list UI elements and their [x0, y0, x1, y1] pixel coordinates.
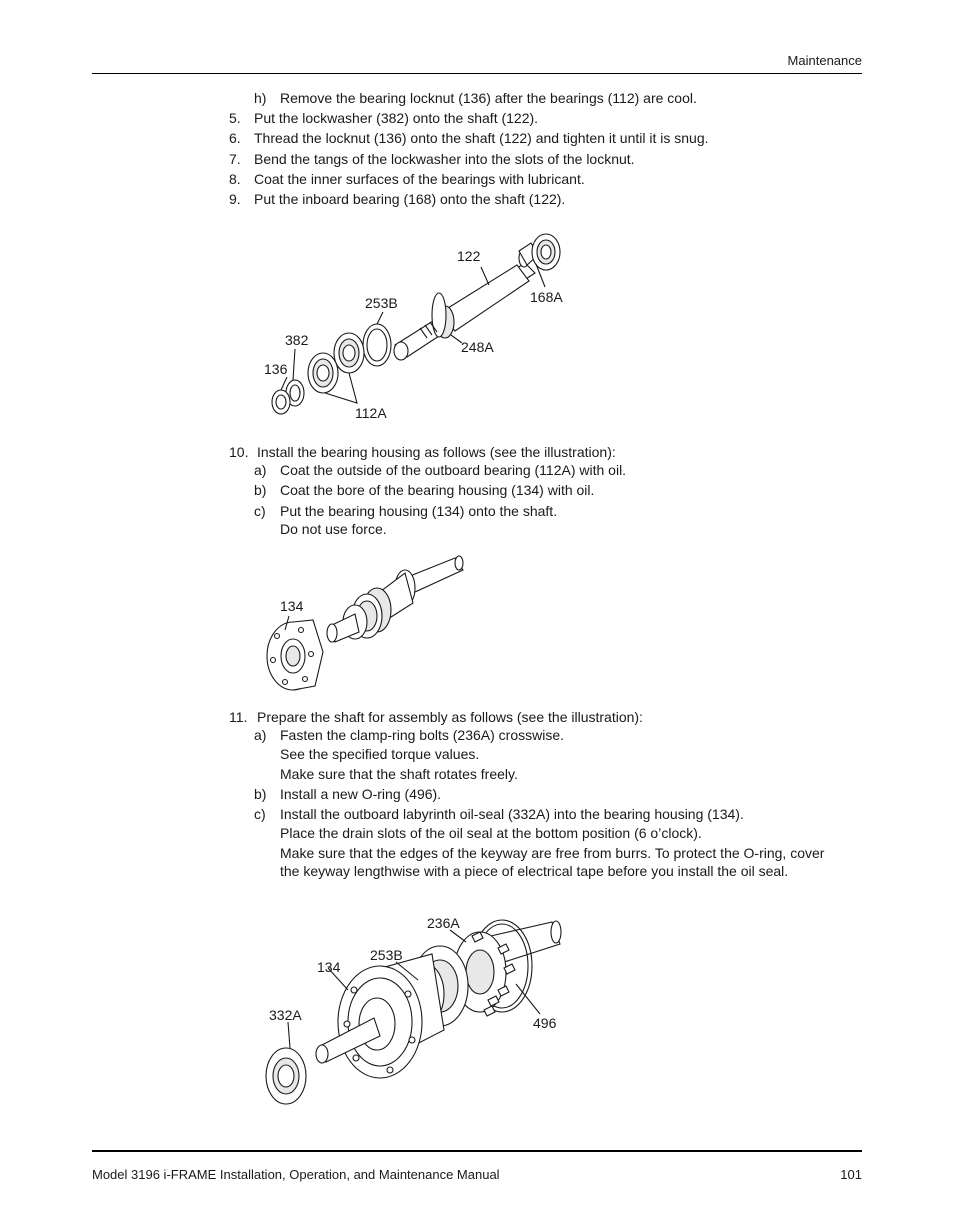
header-divider — [92, 73, 862, 74]
step-number: 5. — [229, 110, 241, 126]
substep-text: See the specified torque values. — [280, 746, 480, 762]
part-label: 236A — [427, 915, 460, 931]
manual-title: Model 3196 i-FRAME Installation, Operation, and Maintenance Manual — [92, 1167, 500, 1182]
substep-text: Install a new O-ring (496). — [280, 786, 442, 802]
step-text: Remove the bearing locknut (136) after the bearings (112) are cool. — [280, 90, 697, 106]
part-label: 136 — [264, 361, 288, 377]
substep-text: Make sure that the shaft rotates freely. — [280, 766, 518, 782]
step-text: Install the bearing housing as follows (see the illustration): — [257, 444, 616, 460]
part-label: 253B — [365, 295, 398, 311]
part-label: 382 — [285, 332, 309, 348]
substep-text: Install the outboard labyrinth oil-seal (332A) into the bearing housing (134). — [280, 806, 744, 822]
part-label: 122 — [457, 248, 481, 264]
shaft-bearing-illustration — [255, 225, 585, 430]
step-text: Prepare the shaft for assembly as follows (see the illustration): — [257, 709, 643, 725]
step-text: Coat the inner surfaces of the bearings with lubricant. — [254, 171, 585, 187]
section-title: Maintenance — [787, 53, 862, 68]
substep-text: Fasten the clamp-ring bolts (236A) crosswise. — [280, 727, 564, 743]
substep-text: Place the drain slots of the oil seal at the bottom position (6 o’clock). — [280, 825, 702, 841]
step-text: Put the lockwasher (382) onto the shaft (122). — [254, 110, 539, 126]
part-label: 168A — [530, 289, 563, 305]
substep-text: Coat the outside of the outboard bearing (112A) with oil. — [280, 462, 627, 478]
substep-text: Put the bearing housing (134) onto the shaft. — [280, 503, 558, 519]
part-label: 134 — [317, 959, 341, 975]
step-number: 9. — [229, 191, 241, 207]
part-label: 253B — [370, 947, 403, 963]
step-number: h) — [254, 90, 267, 106]
page-number: 101 — [840, 1167, 862, 1182]
step-number: 10. — [229, 444, 249, 460]
step-number: 7. — [229, 151, 241, 167]
part-label: 248A — [461, 339, 494, 355]
step-number: 6. — [229, 130, 241, 146]
step-number: 8. — [229, 171, 241, 187]
substep-number: c) — [254, 503, 266, 519]
part-label: 496 — [533, 1015, 557, 1031]
bearing-housing-illustration — [255, 548, 470, 698]
part-label: 332A — [269, 1007, 302, 1023]
substep-number: b) — [254, 786, 267, 802]
substep-text: Do not use force. — [280, 521, 387, 537]
substep-number: a) — [254, 462, 267, 478]
step-text: Thread the locknut (136) onto the shaft (122) and tighten it until it is snug. — [254, 130, 709, 146]
substep-number: b) — [254, 482, 267, 498]
substep-number: a) — [254, 727, 267, 743]
substep-text: Make sure that the edges of the keyway are free from burrs. To protect the O-ring, cover the keyway lengthwise with a piece of electrical tape before you install the oil seal. — [280, 845, 825, 879]
step-number: 11. — [229, 709, 248, 725]
part-label: 112A — [355, 405, 387, 421]
part-label: 134 — [280, 598, 304, 614]
footer-divider — [92, 1150, 862, 1152]
step-text: Bend the tangs of the lockwasher into the slots of the locknut. — [254, 151, 635, 167]
shaft-assembly-illustration — [262, 910, 572, 1115]
substep-text: Coat the bore of the bearing housing (134) with oil. — [280, 482, 595, 498]
substep-number: c) — [254, 806, 266, 822]
step-text: Put the inboard bearing (168) onto the shaft (122). — [254, 191, 566, 207]
